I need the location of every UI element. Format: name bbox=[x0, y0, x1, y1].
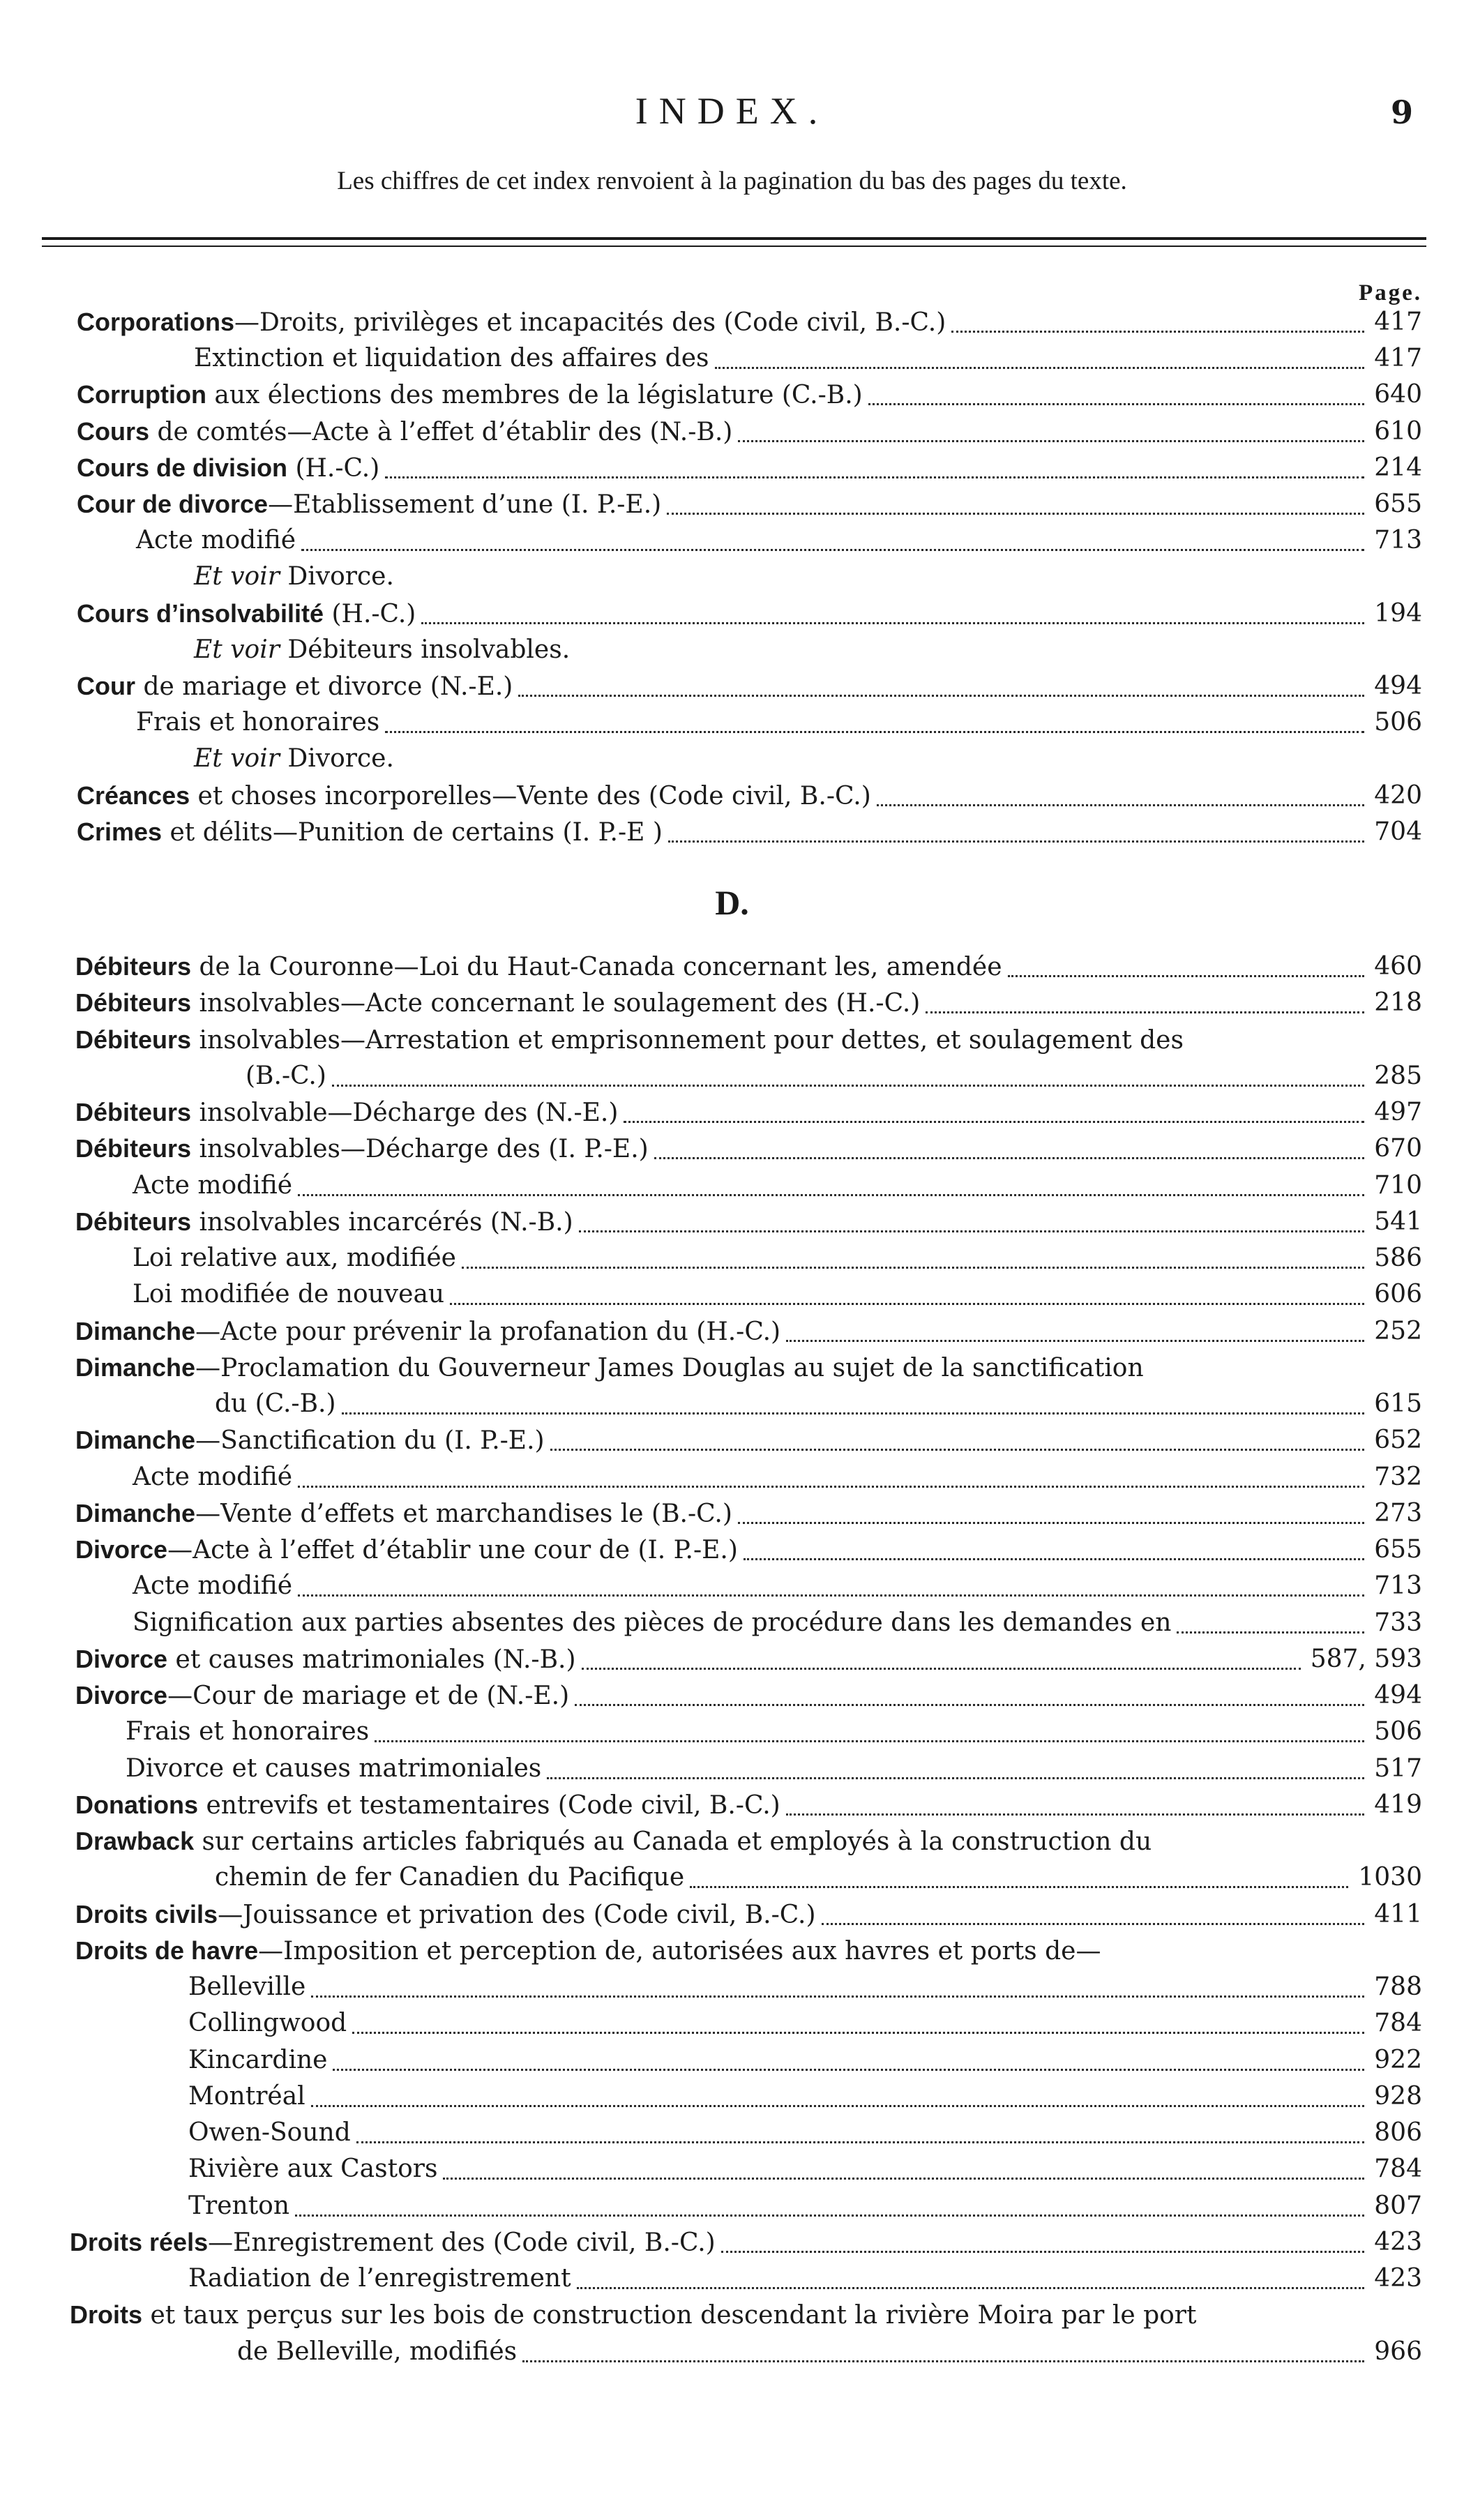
entry-page: 784 bbox=[1374, 2009, 1422, 2038]
entry-text bbox=[194, 559, 394, 595]
dot-leader bbox=[375, 1740, 1364, 1742]
section-letter-d: D. bbox=[715, 883, 749, 922]
entry-text bbox=[77, 596, 416, 633]
dot-leader bbox=[342, 1412, 1365, 1414]
index-entry bbox=[0, 1532, 1464, 1568]
entry-body: Acte modifié bbox=[133, 1462, 293, 1491]
index-entry bbox=[0, 1022, 1464, 1058]
entry-text bbox=[136, 522, 296, 559]
entry-heading: Cour bbox=[77, 672, 135, 700]
entry-text bbox=[126, 1714, 369, 1750]
entry-text bbox=[75, 1094, 618, 1131]
entry-heading: Cours bbox=[77, 416, 150, 446]
dot-leader bbox=[385, 731, 1364, 733]
entry-heading: Cours de division bbox=[77, 453, 288, 482]
entry-page: 541 bbox=[1374, 1207, 1422, 1236]
index-entry bbox=[0, 1859, 1464, 1896]
entry-body: —Sanctification du (I. P.-E.) bbox=[195, 1426, 545, 1456]
entry-body: Loi modifiée de nouveau bbox=[133, 1280, 445, 1309]
index-entry bbox=[0, 2188, 1464, 2224]
entry-page: 606 bbox=[1374, 1280, 1422, 1309]
entry-body: aux élections des membres de la législature (C.-B.) bbox=[206, 381, 863, 410]
entry-page: 494 bbox=[1374, 1681, 1422, 1710]
dot-leader bbox=[311, 1995, 1364, 1998]
index-entry bbox=[0, 1276, 1464, 1313]
entry-text bbox=[188, 2151, 437, 2187]
entry-body: de Belleville, modifiés bbox=[237, 2337, 518, 2366]
dot-leader bbox=[575, 1704, 1364, 1706]
dot-leader bbox=[822, 1923, 1365, 1925]
entry-body: Divorce et causes matrimoniales bbox=[126, 1753, 542, 1783]
entry-text bbox=[237, 2334, 517, 2370]
entry-page: 1030 bbox=[1358, 1863, 1422, 1892]
entry-body: sur certains articles fabriqués au Canada et employés à la construction du bbox=[194, 1827, 1152, 1856]
entry-body: Débiteurs insolvables. bbox=[279, 635, 571, 664]
page-number: 9 bbox=[1391, 93, 1414, 131]
entry-text bbox=[77, 414, 732, 451]
dot-leader bbox=[667, 513, 1364, 515]
entry-heading: Dimanche bbox=[75, 1352, 196, 1382]
entry-body: Frais et honoraires bbox=[126, 1717, 370, 1746]
index-entry bbox=[0, 741, 1464, 777]
dot-leader bbox=[301, 549, 1364, 551]
entry-heading: Débiteurs bbox=[75, 952, 192, 981]
entry-body: de mariage et divorce (N.-E.) bbox=[135, 672, 513, 701]
header-rule-top bbox=[42, 237, 1426, 240]
entry-text bbox=[75, 1495, 732, 1532]
entry-text bbox=[126, 1751, 541, 1787]
entry-page: 214 bbox=[1374, 453, 1422, 482]
index-entry bbox=[0, 1787, 1464, 1823]
entry-text bbox=[77, 814, 663, 851]
entry-text bbox=[75, 1787, 780, 1824]
dot-leader bbox=[951, 331, 1364, 333]
entry-text bbox=[136, 704, 379, 741]
index-entry bbox=[0, 1641, 1464, 1677]
entry-text bbox=[75, 1350, 1144, 1387]
dot-leader bbox=[582, 1668, 1301, 1670]
page-column-label: Page. bbox=[1358, 280, 1422, 305]
entry-text bbox=[215, 1386, 336, 1422]
entry-body: —Droits, privilèges et incapacités des (Code civil, B.-C.) bbox=[234, 308, 946, 337]
entry-see-also: Et voir bbox=[194, 744, 280, 774]
entry-text bbox=[70, 2224, 716, 2261]
index-entry bbox=[0, 1350, 1464, 1386]
index-entry bbox=[0, 1313, 1464, 1350]
entry-text bbox=[133, 1605, 1171, 1641]
index-entry bbox=[0, 1386, 1464, 1422]
entry-page: 423 bbox=[1374, 2264, 1422, 2293]
entry-page: 655 bbox=[1374, 1535, 1422, 1564]
entry-heading: Droits réels bbox=[70, 2227, 209, 2256]
index-entry bbox=[0, 522, 1464, 559]
entry-heading: Dimanche bbox=[75, 1426, 196, 1455]
entry-page: 460 bbox=[1374, 952, 1422, 981]
entry-body: —Acte pour prévenir la profanation du (H.-C.) bbox=[195, 1317, 781, 1346]
entry-page: 922 bbox=[1374, 2045, 1422, 2074]
entry-heading: Débiteurs bbox=[75, 1098, 192, 1126]
entry-text bbox=[75, 1896, 816, 1933]
entry-page: 494 bbox=[1374, 672, 1422, 700]
entry-text bbox=[75, 1823, 1152, 1860]
entry-heading: Débiteurs bbox=[75, 1025, 192, 1054]
header-rule-bottom bbox=[42, 246, 1426, 247]
dot-leader bbox=[786, 1340, 1364, 1342]
index-entry bbox=[0, 1823, 1464, 1859]
entry-heading: Divorce bbox=[75, 1681, 168, 1710]
index-entry bbox=[0, 1568, 1464, 1604]
entry-text bbox=[77, 486, 661, 523]
index-entry bbox=[0, 1933, 1464, 1969]
entry-body: insolvables incarcérés (N.-B.) bbox=[191, 1207, 573, 1237]
index-entry bbox=[0, 1459, 1464, 1495]
entry-heading: Cours d’insolvabilité bbox=[77, 598, 324, 628]
entry-text bbox=[194, 741, 394, 777]
entry-body: Acte modifié bbox=[133, 1170, 293, 1200]
index-entry bbox=[0, 632, 1464, 668]
dot-leader bbox=[522, 2360, 1364, 2362]
entry-body: —Jouissance et privation des (Code civil, B.-C.) bbox=[218, 1900, 816, 1929]
entry-text bbox=[194, 632, 570, 668]
dot-leader bbox=[462, 1267, 1364, 1269]
entry-heading: Droits civils bbox=[75, 1899, 218, 1929]
entry-body: Rivière aux Castors bbox=[188, 2155, 438, 2184]
index-entry bbox=[0, 2261, 1464, 2297]
entry-body: Montréal bbox=[188, 2081, 305, 2111]
entry-page: 713 bbox=[1374, 526, 1422, 555]
entry-page: 586 bbox=[1374, 1244, 1422, 1272]
index-entry bbox=[0, 486, 1464, 522]
entry-page: 417 bbox=[1374, 344, 1422, 373]
entry-body: Divorce. bbox=[279, 744, 394, 774]
entry-body: chemin de fer Canadien du Pacifique bbox=[215, 1863, 685, 1892]
entry-body: Frais et honoraires bbox=[136, 708, 380, 737]
entry-page: 587, 593 bbox=[1310, 1644, 1422, 1673]
index-entry bbox=[0, 1495, 1464, 1532]
index-entry bbox=[0, 2224, 1464, 2261]
index-entry bbox=[0, 1204, 1464, 1240]
dot-leader bbox=[450, 1303, 1364, 1305]
dot-leader bbox=[654, 1157, 1365, 1159]
dot-leader bbox=[311, 2105, 1365, 2107]
index-entry bbox=[0, 559, 1464, 595]
page-subtitle: Les chiffres de cet index renvoient à la pagination du bas des pages du texte. bbox=[337, 167, 1127, 195]
entry-text bbox=[188, 1969, 305, 2005]
entry-body: et causes matrimoniales (N.-B.) bbox=[167, 1645, 576, 1674]
entry-body: de comtés—Acte à l’effet d’établir des (N.-B.) bbox=[149, 417, 733, 446]
entry-body: Collingwood bbox=[188, 2009, 347, 2038]
entry-body: Trenton bbox=[188, 2191, 290, 2220]
dot-leader bbox=[738, 440, 1364, 442]
entry-text bbox=[77, 778, 871, 815]
index-entry bbox=[0, 778, 1464, 814]
entry-page: 497 bbox=[1374, 1098, 1422, 1126]
entry-page: 652 bbox=[1374, 1426, 1422, 1455]
dot-leader bbox=[624, 1121, 1364, 1123]
entry-page: 966 bbox=[1374, 2337, 1422, 2366]
dot-leader bbox=[298, 1194, 1364, 1196]
entry-text bbox=[77, 377, 863, 414]
entry-body: et choses incorporelles—Vente des (Code civil, B.-C.) bbox=[190, 781, 871, 810]
entry-page: 670 bbox=[1374, 1134, 1422, 1163]
dot-leader bbox=[421, 622, 1364, 624]
dot-leader bbox=[786, 1813, 1365, 1816]
entry-heading: Corruption bbox=[77, 380, 206, 409]
entry-page: 417 bbox=[1374, 308, 1422, 336]
entry-page: 704 bbox=[1374, 817, 1422, 846]
entry-page: 252 bbox=[1374, 1316, 1422, 1345]
entry-text bbox=[133, 1240, 456, 1276]
entry-heading: Corporations bbox=[77, 308, 235, 336]
entry-page: 419 bbox=[1374, 1790, 1422, 1819]
entry-body: —Acte à l’effet d’établir une cour de (I. P.-E.) bbox=[167, 1536, 738, 1564]
entry-page: 732 bbox=[1374, 1462, 1422, 1491]
index-entry bbox=[0, 985, 1464, 1021]
entry-text bbox=[194, 340, 709, 377]
index-entry bbox=[0, 1896, 1464, 1933]
entry-heading: Dimanche bbox=[75, 1316, 196, 1345]
entry-body: Radiation de l’enregistrement bbox=[188, 2264, 571, 2293]
index-entry bbox=[0, 1969, 1464, 2005]
index-entry bbox=[0, 704, 1464, 741]
index-entry bbox=[0, 1422, 1464, 1458]
entry-text bbox=[75, 1641, 576, 1678]
entry-body: (H.-C.) bbox=[324, 599, 416, 628]
entry-heading: Cour de divorce bbox=[77, 490, 269, 518]
dot-leader bbox=[579, 1230, 1365, 1232]
entry-body: du (C.-B.) bbox=[215, 1389, 336, 1418]
entry-text bbox=[133, 1568, 292, 1604]
entry-text bbox=[77, 450, 379, 487]
dot-leader bbox=[443, 2178, 1364, 2180]
index-entry bbox=[0, 304, 1464, 340]
entry-body: Divorce. bbox=[279, 562, 394, 591]
entry-body: et taux perçus sur les bois de construction descendant la rivière Moira par le port bbox=[142, 2301, 1197, 2330]
index-entry bbox=[0, 596, 1464, 632]
entry-page: 420 bbox=[1374, 780, 1422, 810]
entry-heading: Droits bbox=[70, 2300, 143, 2330]
entry-text bbox=[75, 1677, 569, 1714]
dot-leader bbox=[1008, 975, 1365, 977]
entry-heading: Dimanche bbox=[75, 1498, 196, 1527]
index-entry bbox=[0, 1168, 1464, 1204]
entry-body: —Cour de mariage et de (N.-E.) bbox=[167, 1682, 570, 1710]
index-entry bbox=[0, 2115, 1464, 2151]
entry-page: 710 bbox=[1374, 1170, 1422, 1200]
entry-text bbox=[75, 1422, 545, 1459]
entry-text bbox=[75, 1131, 649, 1168]
dot-leader bbox=[385, 476, 1364, 478]
entry-body: insolvable—Décharge des (N.-E.) bbox=[191, 1099, 619, 1127]
entry-body: (H.-C.) bbox=[287, 453, 380, 483]
dot-leader bbox=[738, 1522, 1364, 1524]
dot-leader bbox=[926, 1011, 1364, 1013]
index-entry bbox=[0, 1605, 1464, 1641]
index-entry bbox=[0, 2297, 1464, 2333]
entry-heading: Droits de havre bbox=[75, 1936, 259, 1965]
entry-text bbox=[215, 1859, 684, 1896]
entry-page: 423 bbox=[1374, 2227, 1422, 2256]
entry-text bbox=[75, 985, 920, 1022]
entry-text bbox=[75, 1204, 573, 1241]
dot-leader bbox=[715, 367, 1365, 369]
dot-leader bbox=[352, 2032, 1364, 2034]
entry-text bbox=[133, 1459, 292, 1495]
entry-heading: Drawback bbox=[75, 1827, 195, 1855]
index-entry bbox=[0, 814, 1464, 850]
entry-text bbox=[75, 1532, 738, 1569]
entry-page: 788 bbox=[1374, 1972, 1422, 2001]
dot-leader bbox=[332, 1085, 1364, 1087]
entry-text bbox=[188, 2042, 327, 2078]
entry-page: 411 bbox=[1374, 1899, 1422, 1929]
entry-page: 806 bbox=[1374, 2118, 1422, 2147]
index-entry bbox=[0, 949, 1464, 985]
index-entry bbox=[0, 1240, 1464, 1276]
entry-body: (B.-C.) bbox=[246, 1061, 326, 1090]
entry-heading: Donations bbox=[75, 1790, 198, 1819]
dot-leader bbox=[744, 1558, 1364, 1560]
entry-body: —Etablissement d’une (I. P.-E.) bbox=[268, 490, 662, 519]
dot-leader bbox=[298, 1594, 1364, 1597]
entry-body: —Vente d’effets et marchandises le (B.-C.) bbox=[195, 1499, 732, 1528]
entry-page: 506 bbox=[1374, 708, 1422, 737]
entry-text bbox=[188, 2115, 351, 2151]
dot-leader bbox=[868, 403, 1365, 405]
dot-leader bbox=[577, 2287, 1365, 2289]
entry-page: 784 bbox=[1374, 2155, 1422, 2184]
dot-leader bbox=[295, 2215, 1364, 2217]
entry-page: 273 bbox=[1374, 1498, 1422, 1527]
index-entry bbox=[0, 2078, 1464, 2115]
entry-body: insolvables—Arrestation et emprisonnement pour dettes, et soulagement des bbox=[191, 1025, 1184, 1055]
entry-body: —Imposition et perception de, autorisées aux havres et ports de— bbox=[258, 1936, 1101, 1966]
entry-text bbox=[188, 2005, 347, 2042]
entry-see-also: Et voir bbox=[194, 635, 280, 664]
entry-heading: Divorce bbox=[75, 1535, 168, 1564]
dot-leader bbox=[877, 804, 1365, 806]
dot-leader bbox=[298, 1486, 1364, 1488]
entry-page: 610 bbox=[1374, 416, 1422, 446]
entry-heading: Débiteurs bbox=[75, 988, 192, 1018]
entry-page: 655 bbox=[1374, 490, 1422, 518]
dot-leader bbox=[721, 2251, 1365, 2253]
entry-body: Owen-Sound bbox=[188, 2118, 351, 2147]
entry-heading: Débiteurs bbox=[75, 1207, 192, 1236]
entry-text bbox=[75, 1313, 780, 1350]
entry-page: 928 bbox=[1374, 2081, 1422, 2111]
entry-text bbox=[188, 2188, 289, 2224]
entry-page: 713 bbox=[1374, 1571, 1422, 1601]
entry-body: Extinction et liquidation des affaires des bbox=[194, 344, 709, 373]
entry-body: Acte modifié bbox=[136, 526, 296, 555]
dot-leader bbox=[518, 695, 1364, 697]
page-title: INDEX. bbox=[635, 90, 829, 132]
entry-heading: Débiteurs bbox=[75, 1134, 192, 1163]
dot-leader bbox=[547, 1777, 1364, 1779]
index-entry bbox=[0, 340, 1464, 377]
index-entry bbox=[0, 1094, 1464, 1131]
entry-body: et délits—Punition de certains (I. P.-E ) bbox=[162, 817, 663, 847]
dot-leader bbox=[550, 1449, 1365, 1451]
index-entry bbox=[0, 450, 1464, 486]
entry-body: —Enregistrement des (Code civil, B.-C.) bbox=[208, 2228, 716, 2257]
entry-body: entrevifs et testamentaires (Code civil, B.-C.) bbox=[198, 1790, 780, 1820]
index-entry bbox=[0, 1058, 1464, 1094]
entry-body: Kincardine bbox=[188, 2045, 328, 2074]
index-entry bbox=[0, 377, 1464, 413]
index-entry bbox=[0, 2005, 1464, 2042]
entry-page: 807 bbox=[1374, 2191, 1422, 2220]
entry-see-also: Et voir bbox=[194, 562, 280, 591]
dot-leader bbox=[333, 2069, 1364, 2071]
entry-page: 218 bbox=[1374, 988, 1422, 1018]
entry-body: Acte modifié bbox=[133, 1571, 293, 1601]
entry-heading: Crimes bbox=[77, 817, 163, 846]
index-entry bbox=[0, 1677, 1464, 1714]
index-entry bbox=[0, 1131, 1464, 1167]
entry-body: —Proclamation du Gouverneur James Douglas au sujet de la sanctification bbox=[195, 1353, 1144, 1382]
entry-text bbox=[75, 1933, 1101, 1970]
entry-text bbox=[75, 949, 1002, 986]
index-entry bbox=[0, 1714, 1464, 1750]
entry-page: 506 bbox=[1374, 1717, 1422, 1746]
index-entry bbox=[0, 2151, 1464, 2187]
entry-text bbox=[77, 668, 513, 705]
entry-page: 615 bbox=[1374, 1389, 1422, 1418]
index-entry bbox=[0, 2042, 1464, 2078]
entry-page: 285 bbox=[1374, 1061, 1422, 1090]
entry-text bbox=[77, 304, 946, 341]
entry-text bbox=[188, 2078, 305, 2115]
entry-text bbox=[133, 1168, 292, 1204]
entry-text bbox=[246, 1058, 326, 1094]
dot-leader bbox=[356, 2141, 1365, 2143]
entry-body: insolvables—Décharge des (I. P.-E.) bbox=[191, 1135, 649, 1164]
entry-body: insolvables—Acte concernant le soulagement des (H.-C.) bbox=[191, 989, 921, 1018]
dot-leader bbox=[668, 840, 1364, 843]
entry-heading: Divorce bbox=[75, 1644, 168, 1673]
entry-text bbox=[70, 2297, 1196, 2334]
dot-leader bbox=[690, 1886, 1348, 1888]
entry-page: 517 bbox=[1374, 1753, 1422, 1783]
entry-body: Signification aux parties absentes des pièces de procédure dans les demandes en bbox=[133, 1608, 1172, 1637]
index-entry bbox=[0, 414, 1464, 450]
dot-leader bbox=[1177, 1631, 1364, 1634]
entry-text bbox=[133, 1276, 444, 1313]
entry-heading: Créances bbox=[77, 780, 190, 810]
entry-text bbox=[188, 2261, 571, 2297]
index-entry bbox=[0, 1751, 1464, 1787]
entry-page: 640 bbox=[1374, 380, 1422, 409]
entry-body: Loi relative aux, modifiée bbox=[133, 1244, 456, 1272]
entry-page: 194 bbox=[1374, 598, 1422, 628]
index-entry bbox=[0, 2334, 1464, 2370]
entry-body: de la Couronne—Loi du Haut-Canada concernant les, amendée bbox=[191, 953, 1002, 981]
index-entry bbox=[0, 668, 1464, 704]
entry-text bbox=[75, 1022, 1184, 1059]
entry-body: Belleville bbox=[188, 1972, 306, 2001]
entry-page: 733 bbox=[1374, 1608, 1422, 1637]
